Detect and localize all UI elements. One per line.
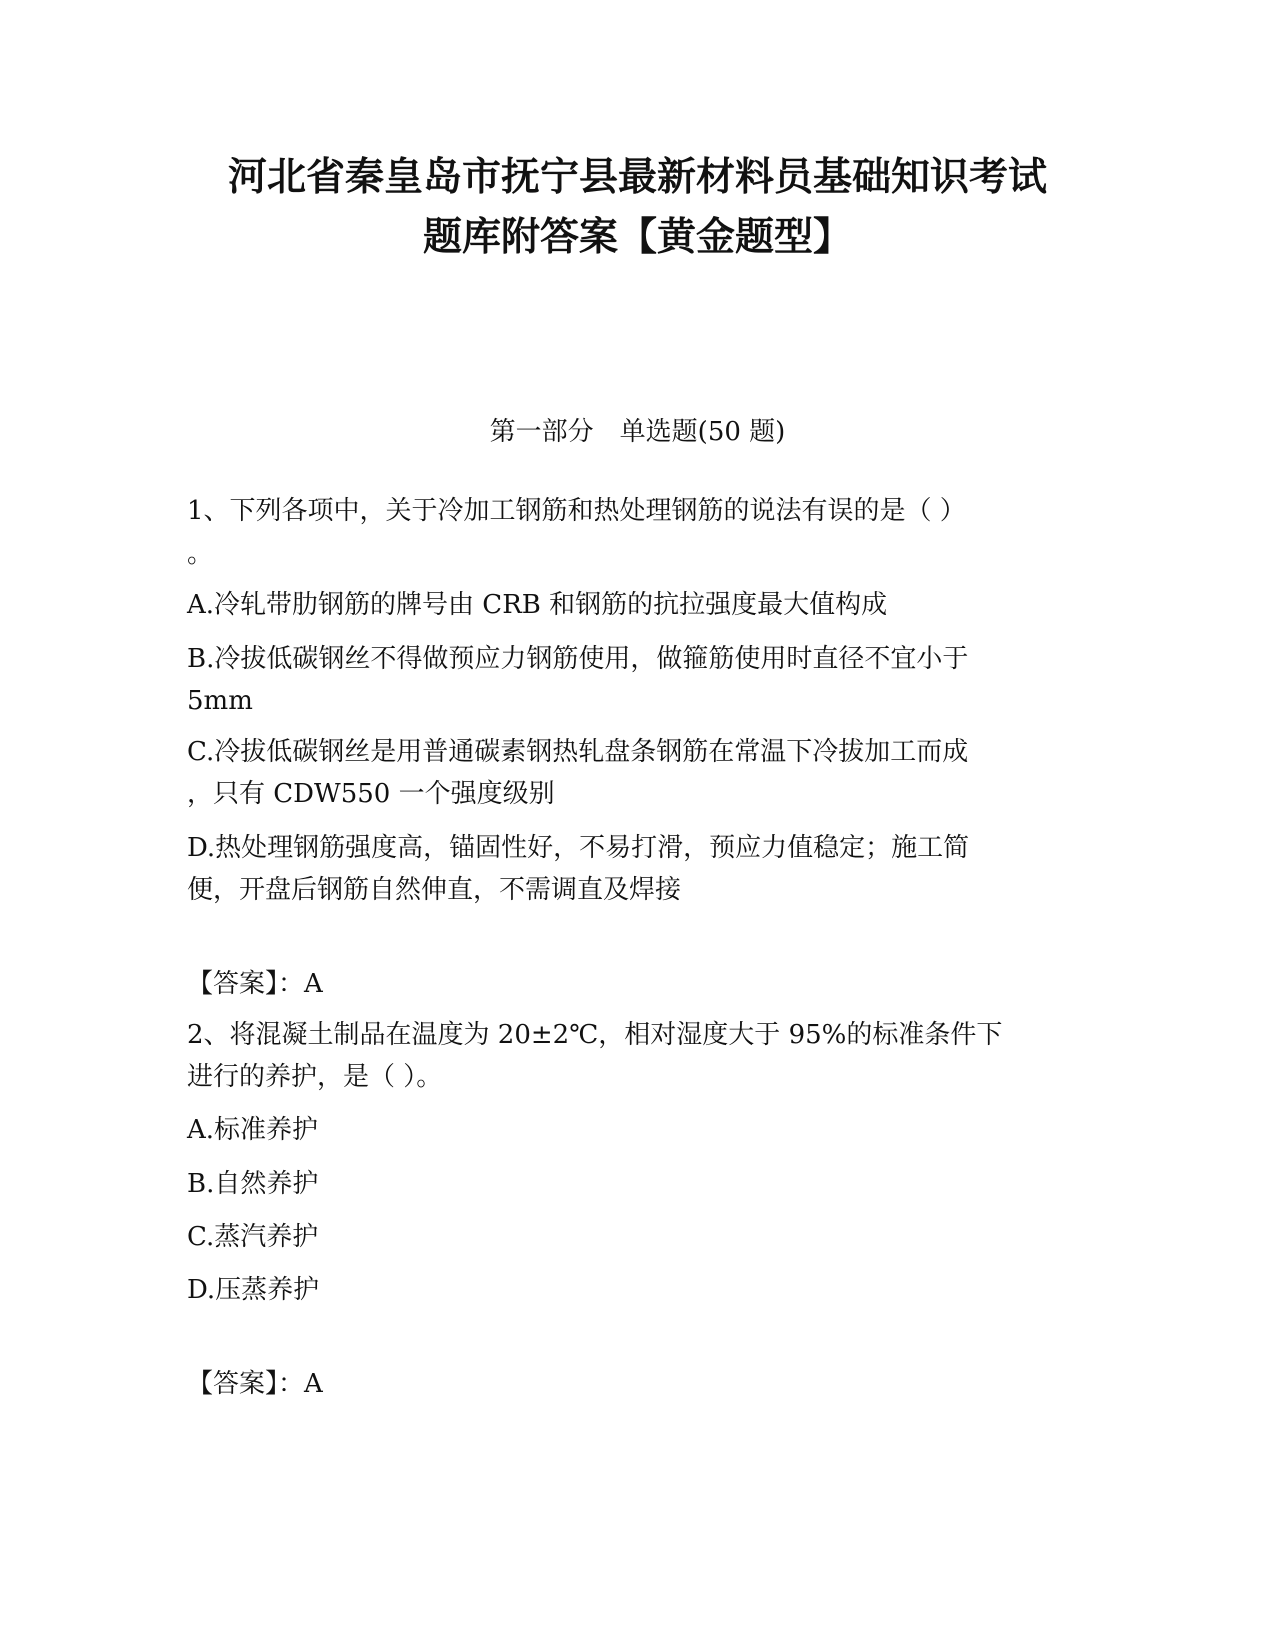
question-1-option-c-line-2: ，只有 CDW550 一个强度级别 bbox=[187, 779, 555, 809]
question-2-option-c: C.蒸汽养护 bbox=[187, 1222, 319, 1252]
document-title-line-1: 河北省秦皇岛市抚宁县最新材料员基础知识考试 bbox=[227, 155, 1047, 200]
question-2-option-d: D.压蒸养护 bbox=[187, 1275, 320, 1305]
question-1-option-b-line-2: 5mm bbox=[187, 686, 253, 716]
document-title-line-2: 题库附答案【黄金题型】 bbox=[422, 215, 852, 260]
question-2-option-b: B.自然养护 bbox=[187, 1169, 319, 1199]
question-2-answer: 【答案】：A bbox=[187, 1369, 323, 1399]
question-1-option-d-line-2: 便，开盘后钢筋自然伸直，不需调直及焊接 bbox=[187, 875, 682, 905]
question-1-option-b-line-1: B.冷拔低碳钢丝不得做预应力钢筋使用，做箍筋使用时直径不宜小于 bbox=[187, 644, 969, 674]
document-title bbox=[160, 148, 1115, 268]
question-2-stem-line-1: 2、将混凝土制品在温度为 20±2℃，相对湿度大于 95%的标准条件下 bbox=[187, 1020, 1003, 1050]
question-2-stem-line-2: 进行的养护，是（ ）。 bbox=[187, 1062, 443, 1092]
question-1-stem-line-2: 。 bbox=[187, 539, 214, 569]
question-1-answer: 【答案】：A bbox=[187, 969, 323, 999]
question-1-option-c-line-1: C.冷拔低碳钢丝是用普通碳素钢热轧盘条钢筋在常温下冷拔加工而成 bbox=[187, 737, 969, 767]
question-1-option-a: A.冷轧带肋钢筋的牌号由 CRB 和钢筋的抗拉强度最大值构成 bbox=[187, 590, 888, 620]
question-1-option-d-line-1: D.热处理钢筋强度高，锚固性好，不易打滑，预应力值稳定；施工简 bbox=[187, 833, 970, 863]
question-2-option-a: A.标准养护 bbox=[187, 1115, 319, 1145]
question-1-stem-line-1: 1、下列各项中，关于冷加工钢筋和热处理钢筋的说法有误的是（ ） bbox=[187, 496, 966, 526]
section-heading: 第一部分 单选题(50 题) bbox=[489, 417, 786, 447]
